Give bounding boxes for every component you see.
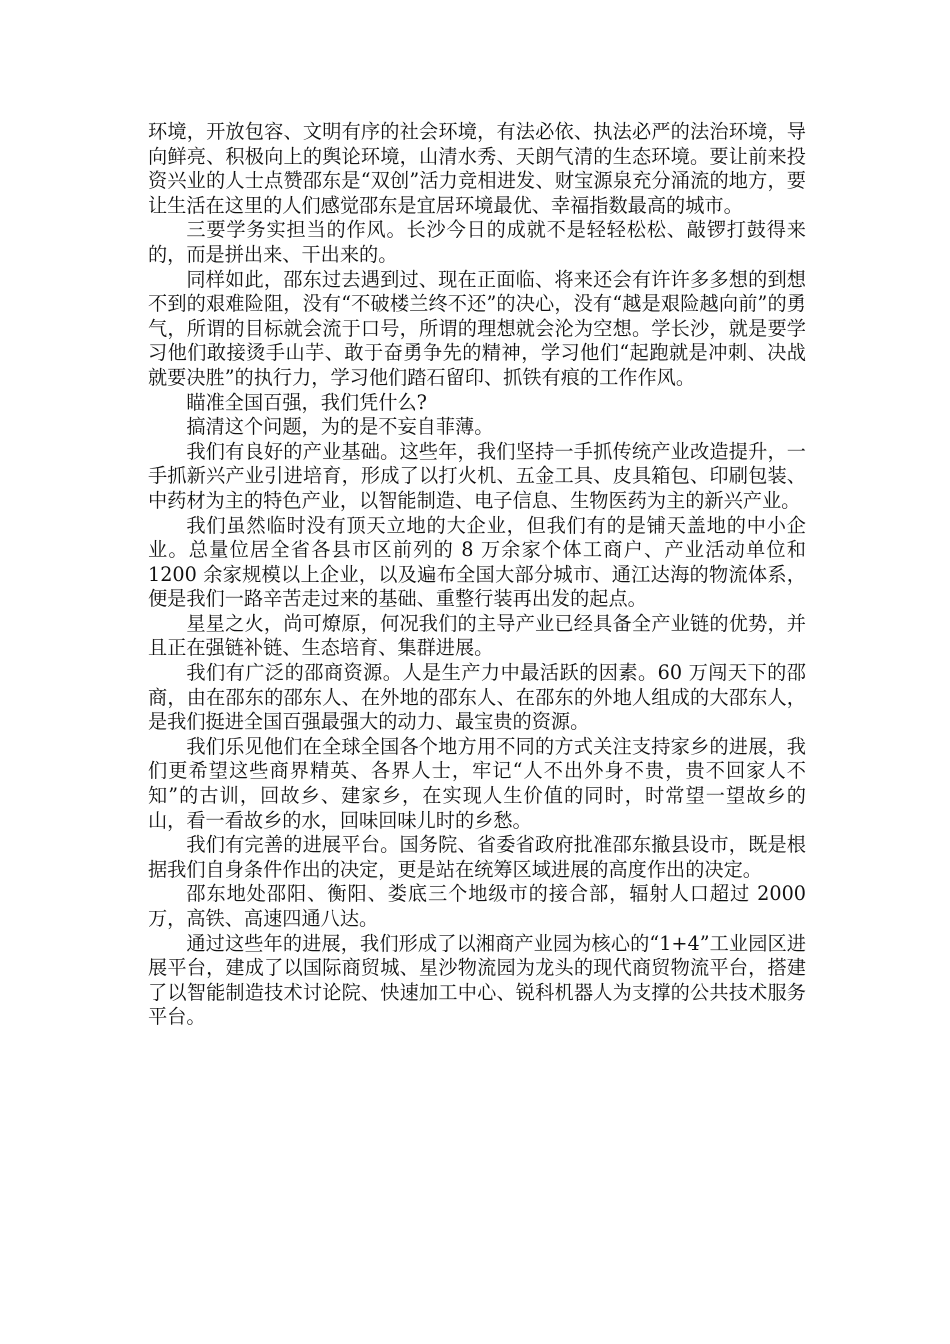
paragraph-10: 我们乐见他们在全球全国各个地方用不同的方式关注支持家乡的进展，我们更希望这些商界精英、各界人士，牢记“人不出外身不贵，贵不回家人不知”的古训，回故乡、建家乡，在实现人生价值的同时，时常望一望故乡的山，看一看故乡的水，回味回味儿时的乡愁。	[148, 734, 806, 832]
paragraph-5: 搞清这个问题，为的是不妄自菲薄。	[186, 415, 494, 439]
paragraph-13: 通过这些年的进展，我们形成了以湘商产业园为核心的“1+4”工业园区进展平台，建成了以国际商贸城、星沙物流园为龙头的现代商贸物流平台，搭建了以智能制造技术讨论院、快速加工中心、锐科机器人为支撑的公共技术服务平台。	[148, 931, 806, 1029]
paragraph-4: 瞄准全国百强，我们凭什么?	[186, 390, 427, 414]
paragraph-1: 环境，开放包容、文明有序的社会环境，有法必依、执法必严的法治环境，导向鲜亮、积极向上的舆论环境，山清水秀、天朗气清的生态环境。要让前来投资兴业的人士点赞邵东是“双创”活力竞相进发、财宝源泉充分涌流的地方，要让生活在这里的人们感觉邵东是宜居环境最优、幸福指数最高的城市。	[148, 120, 806, 217]
document-body	[148, 120, 806, 1030]
paragraph-8: 星星之火，尚可燎原，何况我们的主导产业已经具备全产业链的优势，并且正在强链补链、生态培育、集群进展。	[148, 611, 806, 660]
paragraph-9: 我们有广泛的邵商资源。人是生产力中最活跃的因素。60 万闯天下的邵商，由在邵东的邵东人、在外地的邵东人、在邵东的外地人组成的大邵东人，是我们挺进全国百强最强大的动力、最宝贵的资源。	[148, 661, 806, 734]
paragraph-3: 同样如此，邵东过去遇到过、现在正面临、将来还会有许许多多想的到想不到的艰难险阻，没有“不破楼兰终不还”的决心，没有“越是艰险越向前”的勇气，所谓的目标就会流于口号，所谓的理想就会沦为空想。学长沙，就是要学习他们敢接烫手山芋、敢于奋勇争先的精神，学习他们“起跑就是冲刺、决战就要决胜”的执行力，学习他们踏石留印、抓铁有痕的工作作风。	[148, 267, 806, 389]
paragraph-6: 我们有良好的产业基础。这些年，我们坚持一手抓传统产业改造提升，一手抓新兴产业引进培育，形成了以打火机、五金工具、皮具箱包、印刷包装、中药材为主的特色产业，以智能制造、电子信息、生物医药为主的新兴产业。	[148, 439, 806, 512]
paragraph-7: 我们虽然临时没有顶天立地的大企业，但我们有的是铺天盖地的中小企业。总量位居全省各县市区前列的 8 万余家个体工商户、产业活动单位和 1200 余家规模以上企业，以及遍布全国大部分城市、通江达海的物流体系，便是我们一路辛苦走过来的基础、重整行装再出发的起点。	[148, 513, 806, 611]
paragraph-2: 三要学务实担当的作风。长沙今日的成就不是轻轻松松、敲锣打鼓得来的，而是拼出来、干出来的。	[148, 218, 806, 266]
paragraph-12: 邵东地处邵阳、衡阳、娄底三个地级市的接合部，辐射人口超过 2000 万，高铁、高速四通八达。	[148, 882, 806, 930]
paragraph-11: 我们有完善的进展平台。国务院、省委省政府批准邵东撤县设市，既是根据我们自身条件作出的决定，更是站在统筹区域进展的高度作出的决定。	[148, 833, 806, 881]
